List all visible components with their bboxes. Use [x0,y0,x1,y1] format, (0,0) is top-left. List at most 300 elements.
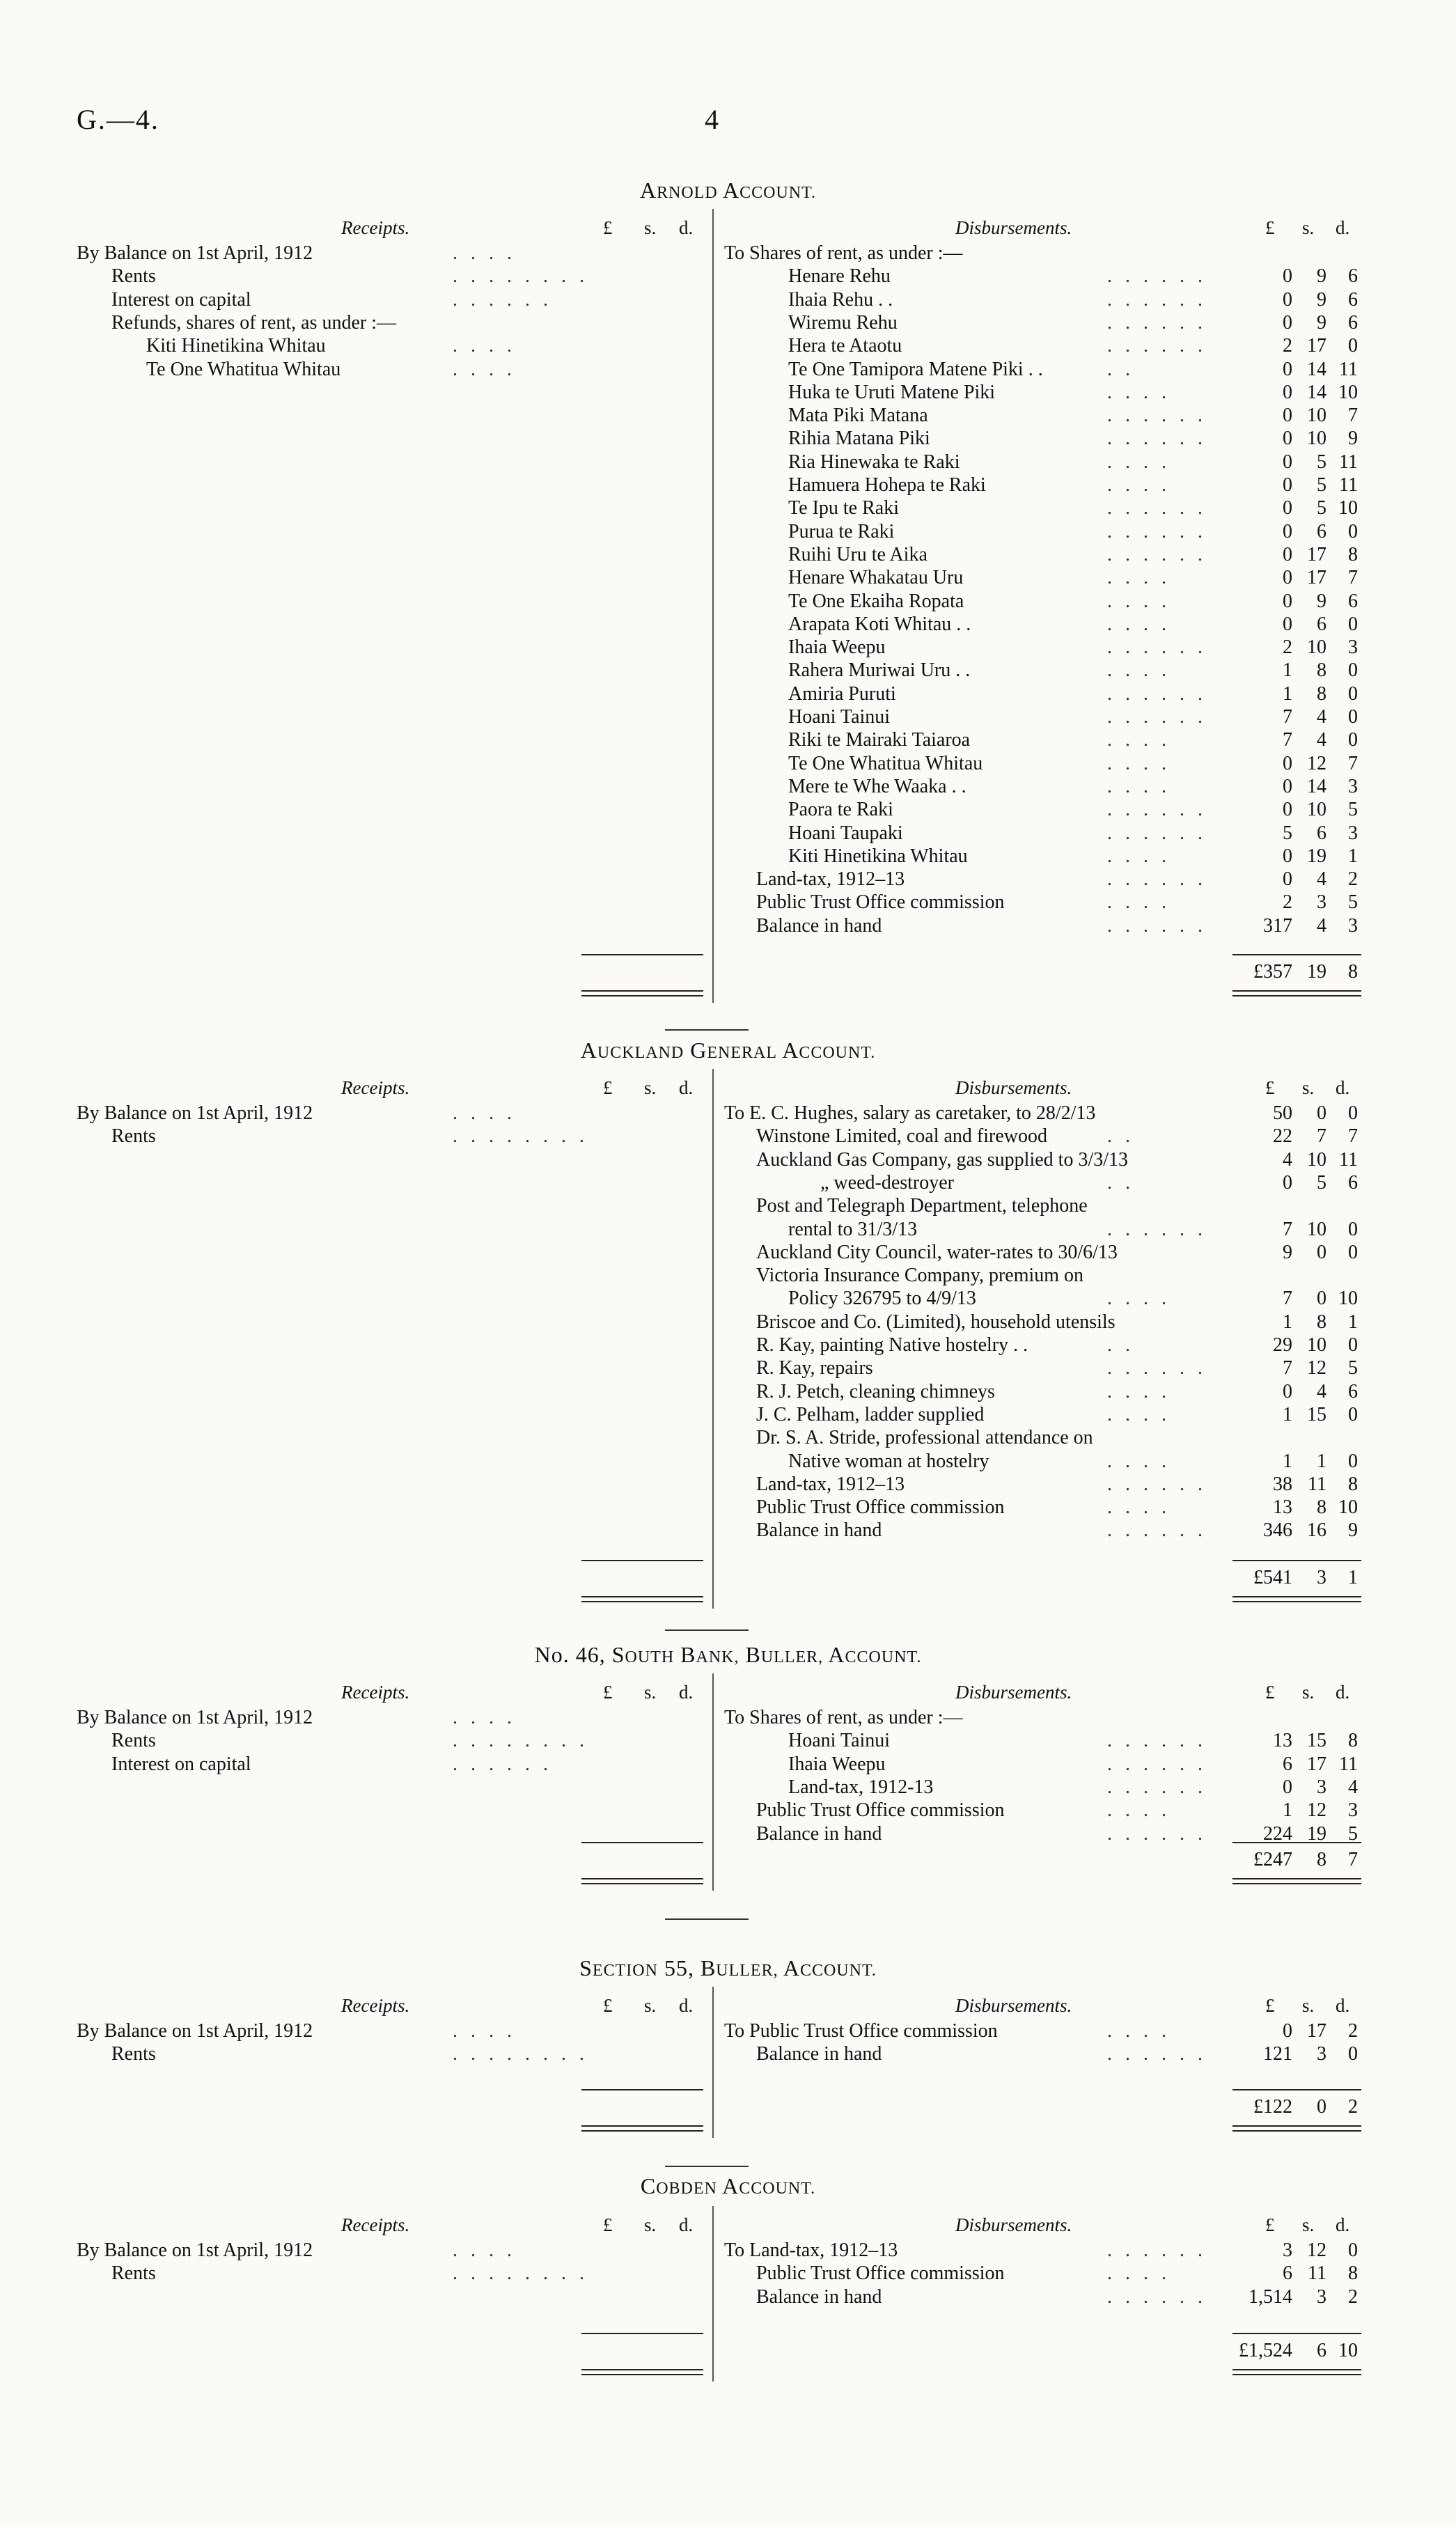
receipt-label: Rents [111,265,156,288]
disbursement-pounds: 7 [1283,1288,1292,1310]
disbursement-row [0,706,1456,729]
disbursement-label: Mata Piki Matana [788,405,928,427]
disbursement-pence: 8 [1348,1730,1358,1752]
leader-dots: . . . . . . [1107,636,1207,659]
pence-heading: d. [1336,1077,1350,1098]
disbursement-pence: 0 [1348,682,1358,705]
disbursement-row [0,1357,1456,1380]
disbursement-row [0,265,1456,288]
disbursement-row [0,1381,1456,1404]
title-small-caps: UCKLAND [597,1044,684,1062]
disbursement-label: Ruihi Uru te Aika [788,543,927,565]
disbursement-pence: 3 [1348,636,1358,659]
disbursements-total-shillings: 8 [1317,1849,1326,1870]
disbursement-label: Land-tax, 1912–13 [756,1473,905,1495]
leader-dots: . . . . [453,335,516,357]
disbursement-pence: 0 [1348,520,1358,542]
disbursement-pounds: 0 [1283,799,1292,821]
disbursement-row [0,2020,1456,2043]
receipts-heading: Receipts. [341,2214,410,2235]
disbursement-row [0,1496,1456,1519]
disbursement-pounds: 2 [1283,335,1292,357]
disbursements-total-pounds: £357 [1253,961,1292,983]
leader-dots: . . . . [1107,1496,1171,1519]
pence-heading: d. [1336,1995,1350,2016]
disbursement-pounds: 0 [1283,497,1292,519]
title-part: B [680,1642,696,1667]
disbursement-pence: 10 [1338,381,1358,403]
disbursement-pence: 0 [1348,335,1358,357]
disbursement-label: Policy 326795 to 4/9/13 [788,1288,976,1310]
disbursement-pence: 1 [1348,845,1358,867]
disbursement-pence: 7 [1348,405,1358,427]
disbursement-pence: 9 [1348,1519,1358,1542]
disbursement-pounds: 1 [1283,659,1292,682]
receipt-label: By Balance on 1st April, 1912 [77,1707,313,1728]
receipt-label: Te One Whatitua Whitau [146,358,341,380]
disbursement-pounds: 1,514 [1248,2285,1292,2308]
disbursement-pence: 3 [1348,822,1358,844]
disbursement-pounds: 1 [1283,1403,1292,1425]
leader-dots: . . [1107,358,1134,380]
disbursement-pounds: 29 [1273,1334,1292,1356]
disbursement-label: Arapata Koti Whitau . . [788,613,971,635]
title-part: No. 46, [534,1642,612,1667]
disbursement-label: Purua te Raki [788,520,895,542]
disbursement-pounds: 1 [1283,1450,1292,1472]
disbursement-pounds: 0 [1283,451,1292,473]
disbursement-shillings: 1 [1317,1450,1326,1472]
leader-dots: . . . . . . [1107,1519,1207,1542]
disbursement-pence: 6 [1348,1380,1358,1402]
leader-dots: . . . . . . [453,288,552,311]
title-part: S [579,1955,593,1980]
disbursement-label: Riki te Mairaki Taiaroa [788,729,971,751]
disbursement-row [0,544,1456,567]
disbursement-label: rental to 31/3/13 [788,1218,918,1240]
disbursement-row [0,1519,1456,1542]
disbursement-pence: 0 [1348,2043,1358,2065]
disbursement-pence: 0 [1348,1334,1358,1356]
total-double-rule [581,2369,703,2375]
disbursement-shillings: 6 [1317,613,1326,635]
disbursement-pounds: 0 [1283,358,1292,380]
disbursement-pounds: 6 [1283,2262,1292,2285]
leader-dots: . . . . . . [1107,2239,1207,2261]
disbursement-pence: 6 [1348,590,1358,612]
total-double-rule [581,2125,703,2132]
disbursement-row [0,1451,1456,1473]
disbursement-pence: 9 [1348,428,1358,450]
leader-dots: . . . . . . [1107,428,1207,450]
disbursement-label: Victoria Insurance Company, premium on [756,1265,1084,1287]
title-part: A [783,1955,800,1980]
disbursement-shillings: 6 [1317,822,1326,844]
disbursement-pence: 7 [1348,1125,1358,1148]
disbursement-pence: 11 [1339,474,1358,496]
disbursement-row [0,289,1456,312]
disbursements-heading: Disbursements. [955,2214,1072,2235]
disbursement-pounds: 0 [1283,405,1292,427]
disbursement-row [0,451,1456,474]
total-rule [1232,2333,1361,2334]
disbursement-pence: 8 [1348,2262,1358,2285]
disbursement-pence: 10 [1338,497,1358,519]
leader-dots: . . . . [453,2239,516,2261]
disbursement-pounds: 0 [1283,2020,1292,2042]
disbursement-shillings: 10 [1307,1218,1326,1240]
disbursement-pounds: 2 [1283,636,1292,659]
title-part: A [723,178,740,203]
disbursement-shillings: 9 [1317,311,1326,334]
disbursement-label: Post and Telegraph Department, telephone [756,1195,1088,1217]
leader-dots: . . . . [1107,775,1171,797]
disbursement-pounds: 13 [1273,1730,1292,1752]
title-part: A [580,1038,597,1063]
leader-dots: . . . . . . [1107,2043,1207,2065]
leader-dots: . . . . [1107,1288,1171,1310]
leader-dots: . . . . . . [1107,1776,1207,1798]
disbursement-label: Henare Whakatau Uru [788,567,964,589]
leader-dots: . . . . . . [1107,288,1207,311]
leader-dots: . . . . . . . . [453,1125,588,1148]
pence-heading: d. [679,1682,694,1703]
disbursement-shillings: 15 [1307,1403,1326,1425]
disbursement-row [0,428,1456,451]
leader-dots: . . . . . . [1107,311,1207,334]
leader-dots: . . . . [1107,845,1171,867]
disbursement-pence: 6 [1348,311,1358,334]
leader-dots: . . . . [1107,474,1171,496]
shilling-heading: s. [644,2214,657,2235]
title-part [778,1955,783,1980]
leader-dots: . . . . [453,242,516,264]
receipt-label: By Balance on 1st April, 1912 [77,1102,313,1124]
disbursement-label: Mere te Whe Waaka . . [788,775,966,797]
title-part: B [745,1642,761,1667]
disbursement-label: Te One Whatitua Whitau [788,752,983,774]
total-double-rule [1232,2125,1361,2132]
leader-dots: . . . . . . [1107,799,1207,821]
disbursement-pence: 6 [1348,288,1358,311]
leader-dots: . . . . . . [1107,868,1207,891]
disbursement-row [0,497,1456,520]
leader-dots: . . . . . . . . [453,2043,588,2065]
disbursement-shillings: 16 [1307,1519,1326,1542]
disbursement-row [0,613,1456,636]
shilling-heading: s. [1302,1077,1315,1098]
pound-heading: £ [603,1995,613,2016]
receipt-label: Rents [111,2043,156,2065]
disbursement-row [0,891,1456,914]
disbursement-shillings: 19 [1307,845,1326,867]
pound-heading: £ [1265,2214,1275,2235]
disbursement-shillings: 5 [1317,451,1326,473]
disbursements-total-pence: 7 [1348,1849,1358,1870]
disbursement-pence: 0 [1348,2239,1358,2261]
disbursement-shillings: 11 [1308,1473,1326,1495]
disbursement-row [0,1473,1456,1496]
account-title [0,1642,1456,1668]
leader-dots: . . . . [1107,590,1171,612]
disbursement-row [0,1219,1456,1242]
pound-heading: £ [603,2214,613,2235]
disbursement-pence: 4 [1348,1776,1358,1798]
disbursement-pounds: 3 [1283,2239,1292,2261]
disbursement-pounds: 0 [1283,311,1292,334]
disbursement-pence: 0 [1348,1218,1358,1240]
pound-heading: £ [603,1077,613,1098]
leader-dots: . . . . [1107,729,1171,751]
disbursement-pounds: 7 [1283,706,1292,728]
disbursements-heading: Disbursements. [955,1077,1072,1098]
disbursement-label: Rahera Muriwai Uru . . [788,659,971,682]
leader-dots: . . . . [1107,2262,1171,2285]
title-part [674,1642,680,1667]
disbursement-shillings: 12 [1307,2239,1326,2261]
title-small-caps: CCOUNT. [799,1962,877,1980]
disbursement-label: Balance in hand [756,1519,882,1542]
disbursement-label: Hera te Ataotu [788,335,902,357]
disbursement-pence: 6 [1348,1171,1358,1194]
disbursement-row [0,822,1456,845]
disbursement-shillings: 4 [1317,1380,1326,1402]
disbursement-pence: 0 [1348,1241,1358,1263]
disbursement-row [0,636,1456,659]
pence-heading: d. [1336,2214,1350,2235]
disbursement-label: „ weed-destroyer [820,1171,955,1194]
title-part: C [640,2173,657,2198]
disbursement-pounds: 346 [1263,1519,1292,1542]
disbursements-total-pounds: £1,524 [1239,2340,1292,2361]
disbursement-label: Balance in hand [756,2285,882,2308]
pence-heading: d. [679,2214,694,2235]
title-part: G [690,1038,707,1063]
disbursement-pence: 10 [1338,1288,1358,1310]
disbursement-pounds: 121 [1263,2043,1292,2065]
disbursement-row [0,359,1456,382]
disbursement-shillings: 0 [1317,1241,1326,1263]
disbursement-label: Hoani Tainui [788,1730,891,1752]
title-small-caps: CCOUNT. [845,1648,922,1666]
disbursement-row [0,567,1456,590]
disbursement-label: Auckland City Council, water-rates to 30/6/13 [756,1241,1118,1263]
disbursement-pounds: 0 [1283,520,1292,542]
disbursements-total-pence: 10 [1338,2340,1358,2361]
title-small-caps: OUTH [625,1648,675,1666]
disbursement-label: Native woman at hostelry [788,1450,989,1472]
disbursement-shillings: 10 [1307,799,1326,821]
leader-dots: . . . . [1107,451,1171,473]
title-small-caps: ULLER, [760,1648,824,1666]
disbursement-label: Kiti Hinetikina Whitau [788,845,968,867]
disbursement-row [0,845,1456,868]
disbursement-pence: 5 [1348,891,1358,914]
disbursement-pence: 2 [1348,868,1358,891]
section-separator [665,1629,749,1631]
disbursement-label: To Public Trust Office commission [724,2020,998,2042]
disbursement-pence: 11 [1339,358,1358,380]
pence-heading: d. [679,217,694,238]
shilling-heading: s. [1302,217,1315,238]
disbursement-label: Te One Ekaiha Ropata [788,590,964,612]
total-double-rule [581,990,703,996]
disbursement-pounds: 0 [1283,428,1292,450]
disbursement-pence: 11 [1339,451,1358,473]
disbursement-row [0,242,1456,265]
disbursement-row [0,915,1456,938]
disbursement-row [0,2286,1456,2309]
total-rule [1232,954,1361,955]
disbursement-row [0,1730,1456,1753]
disbursement-pounds: 7 [1283,729,1292,751]
disbursement-row [0,1427,1456,1450]
disbursement-shillings: 4 [1317,868,1326,891]
page-number: 4 [705,104,719,135]
pound-heading: £ [1265,217,1275,238]
disbursement-pounds: 0 [1283,567,1292,589]
disbursement-label: Ihaia Rehu . . [788,288,893,311]
disbursement-shillings: 3 [1317,2043,1326,2065]
disbursement-shillings: 12 [1307,1357,1326,1379]
account-title [0,1038,1456,1063]
disbursement-label: Dr. S. A. Stride, professional attendance on [756,1427,1093,1449]
total-double-rule [581,1596,703,1602]
disbursement-pence: 10 [1338,1496,1358,1519]
disbursement-row [0,2239,1456,2262]
disbursement-shillings: 17 [1307,543,1326,565]
disbursement-shillings: 17 [1307,567,1326,589]
leader-dots: . . [1107,1125,1134,1148]
leader-dots: . . . . . . [1107,1218,1207,1240]
pence-heading: d. [1336,1682,1350,1703]
disbursement-label: Public Trust Office commission [756,2262,1005,2285]
total-double-rule [581,1878,703,1884]
disbursement-pounds: 0 [1283,1380,1292,1402]
disbursement-pounds: 0 [1283,1171,1292,1194]
pence-heading: d. [1336,217,1350,238]
disbursement-label: R. Kay, repairs [756,1357,873,1379]
disbursement-shillings: 5 [1317,497,1326,519]
leader-dots: . . . . [453,358,516,380]
receipts-heading: Receipts. [341,1682,410,1703]
shilling-heading: s. [644,1682,657,1703]
shilling-heading: s. [1302,1995,1315,2016]
disbursement-pounds: 1 [1283,1311,1292,1333]
disbursement-pence: 0 [1348,729,1358,751]
disbursement-pence: 11 [1339,1148,1358,1171]
disbursement-shillings: 9 [1317,590,1326,612]
shilling-heading: s. [644,217,657,238]
disbursement-shillings: 10 [1307,636,1326,659]
disbursement-pounds: 0 [1283,845,1292,867]
title-small-caps: CCOUNT. [799,1044,876,1062]
disbursement-row [0,382,1456,405]
title-small-caps: ULLER, [716,1962,778,1980]
total-rule [581,2089,703,2090]
receipts-heading: Receipts. [341,1077,410,1098]
disbursement-pounds: 0 [1283,381,1292,403]
disbursement-row [0,1288,1456,1311]
disbursement-row [0,2262,1456,2285]
section-separator [665,1029,749,1031]
disbursement-label: Amiria Puruti [788,682,896,705]
leader-dots: . . . . [1107,1380,1171,1402]
disbursement-label: Winstone Limited, coal and firewood [756,1125,1047,1148]
disbursement-row [0,1707,1456,1730]
disbursement-label: Balance in hand [756,914,882,937]
page-reference: G.—4. [77,104,159,135]
disbursement-pence: 5 [1348,799,1358,821]
disbursements-total-pence: 1 [1348,1567,1358,1588]
leader-dots: . . [1107,1334,1134,1356]
disbursement-pence: 8 [1348,543,1358,565]
title-part [684,1038,690,1063]
disbursement-shillings: 17 [1307,2020,1326,2042]
disbursement-pounds: 7 [1283,1218,1292,1240]
leader-dots: . . . . . . [1107,497,1207,519]
shilling-heading: s. [1302,1682,1315,1703]
disbursement-label: Land-tax, 1912–13 [756,868,905,891]
disbursement-pounds: 6 [1283,1753,1292,1775]
disbursement-row [0,405,1456,428]
leader-dots: . . . . [1107,891,1171,914]
disbursement-pence: 0 [1348,659,1358,682]
account-title [0,1955,1456,1981]
leader-dots: . . . . [1107,613,1171,635]
disbursement-label: Wiremu Rehu [788,311,898,334]
section-separator [665,1918,749,1920]
title-small-caps: ENERAL [707,1044,777,1062]
title-small-caps: CCOUNT. [739,184,816,202]
disbursement-pounds: 0 [1283,775,1292,797]
disbursement-label: Te Ipu te Raki [788,497,899,519]
receipt-label: Interest on capital [111,1753,251,1775]
disbursement-pounds: 0 [1283,868,1292,891]
disbursement-label: Ihaia Weepu [788,1753,886,1775]
disbursement-pence: 0 [1348,1102,1358,1124]
disbursement-label: Balance in hand [756,2043,882,2065]
disbursement-pence: 0 [1348,1450,1358,1472]
disbursement-label: Rihia Matana Piki [788,428,930,450]
disbursement-label: R. J. Petch, cleaning chimneys [756,1380,995,1402]
leader-dots: . . . . . . [1107,1357,1207,1379]
disbursements-total-pounds: £541 [1253,1567,1292,1588]
account-title [0,2173,1456,2199]
disbursement-pence: 3 [1348,914,1358,937]
leader-dots: . . . . . . [1107,1822,1207,1845]
leader-dots: . . . . . . [453,1753,552,1775]
disbursement-label: To Shares of rent, as under :— [724,1707,963,1728]
disbursement-label: Land-tax, 1912-13 [788,1776,934,1798]
leader-dots: . . . . . . [1107,265,1207,288]
disbursements-total-shillings: 6 [1317,2340,1326,2361]
disbursement-pounds: 7 [1283,1357,1292,1379]
disbursement-pence: 5 [1348,1357,1358,1379]
disbursement-pounds: 13 [1273,1496,1292,1519]
leader-dots: . . [1107,1171,1134,1194]
disbursement-row [0,312,1456,335]
disbursement-shillings: 10 [1307,428,1326,450]
disbursement-shillings: 9 [1317,265,1326,288]
receipt-label: Interest on capital [111,288,251,311]
disbursement-label: Hoani Taupaki [788,822,903,844]
leader-dots: . . . . . . [1107,520,1207,542]
disbursement-pounds: 0 [1283,265,1292,288]
leader-dots: . . . . . . [1107,1753,1207,1775]
disbursement-row [0,659,1456,682]
disbursement-row [0,1125,1456,1148]
